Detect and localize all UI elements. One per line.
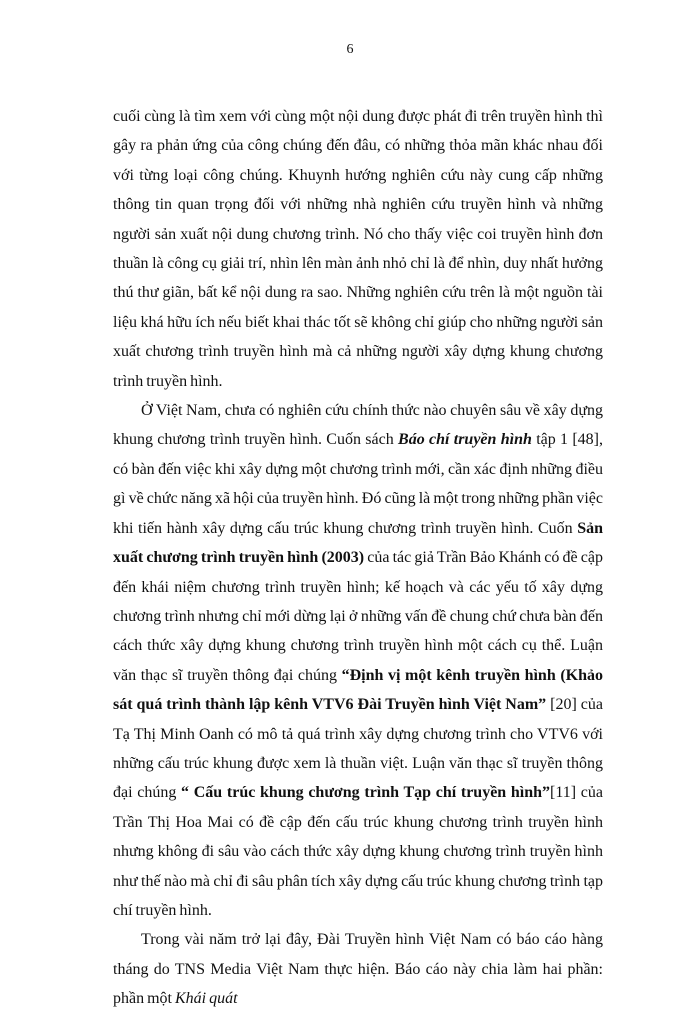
thesis-title-cau-truc-khung: “ Cấu trúc khung chương trình Tạp chí truyền hình” [181, 784, 551, 802]
paragraph-2 [113, 396, 603, 925]
paragraph-3 [113, 925, 603, 1013]
paragraph-2-text-3: của tác giả Trần Bảo Khánh có đề cập đến khái niệm chương trình truyền hình; kế hoạch và các yếu tố xây dựng chương trình nhưng chỉ mới dừng lại ở những vấn đề chung chứ chưa bàn đến cách thức xây dựng khung chương trình truyền hình một cách cụ thể. Luận văn thạc sĩ truyền thông đại chúng [113, 549, 603, 684]
page-number: 6 [346, 42, 354, 57]
paragraph-3-italic-term: Khái quát [175, 990, 238, 1008]
book-title-san-xuat-chuong-trinh: Sản xuất chương trình truyền hình (2003) [113, 519, 603, 567]
paragraph-2-text-4: [20] của Tạ Thị Minh Oanh có mô tả quá trình xây dựng chương trình cho VTV6 với những cấu trúc khung được xem là thuần việt. Luận văn thạc sĩ truyền thông đại chúng [113, 696, 603, 802]
paragraph-2-text-1: Ở Việt Nam, chưa có nghiên cứu chính thức nào chuyên sâu về xây dựng khung chương trình truyền hình. Cuốn sách [113, 402, 603, 449]
document-body [113, 102, 603, 1014]
paragraph-2-text-5: [11] của Trần Thị Hoa Mai có đề cập đến cấu trúc khung chương trình truyền hình nhưng không đi sâu vào cách thức xây dựng khung chương trình truyền hình như thế nào mà chỉ đi sâu phân tích xây dựng cấu trúc khung chương trình tạp chí truyền hình. [113, 784, 603, 919]
paragraph-2-text-2: tập 1 [48], có bàn đến việc khi xây dựng một chương trình mới, cần xác định những điều gì về chức năng xã hội của truyền hình. Đó cũng là một trong những phần việc khi tiến hành xây dựng cấu trúc khung chương trình truyền hình. Cuốn [113, 431, 604, 537]
book-title-bao-chi-truyen-hinh: Báo chí truyền hình [398, 431, 532, 449]
thesis-title-dinh-vi-kenh: “Định vị một kênh truyền hình (Khảo sát quá trình thành lập kênh VTV6 Đài Truyền hình Việt Nam” [113, 666, 603, 714]
paragraph-1: cuối cùng là tìm xem với cùng một nội dung được phát đi trên truyền hình thì gây ra phản ứng của công chúng đến đâu, có những thỏa mãn khác nhau đối với từng loại công chúng. Khuynh hướng nghiên cứu này cung cấp những thông tin quan trọng đối với những nhà nghiên cứu truyền hình và những người sản xuất nội dung chương trình. Nó cho thấy việc coi truyền hình đơn thuần là công cụ giải trí, nhìn lên màn ảnh nhỏ chỉ là để nhìn, duy nhất hưởng thú thư giãn, bất kể nội dung ra sao. Những nghiên cứu trên là một nguồn tài liệu khá hữu ích nếu biết khai thác tốt sẽ không chỉ giúp cho những người sản xuất chương trình truyền hình mà cả những người xây dựng khung chương trình truyền hình. [113, 108, 603, 390]
paragraph-3-text-1: Trong vài năm trở lại đây, Đài Truyền hình Việt Nam có báo cáo hàng tháng do TNS Media Việt Nam thực hiện. Báo cáo này chia làm hai phần: phần một [113, 931, 603, 1008]
